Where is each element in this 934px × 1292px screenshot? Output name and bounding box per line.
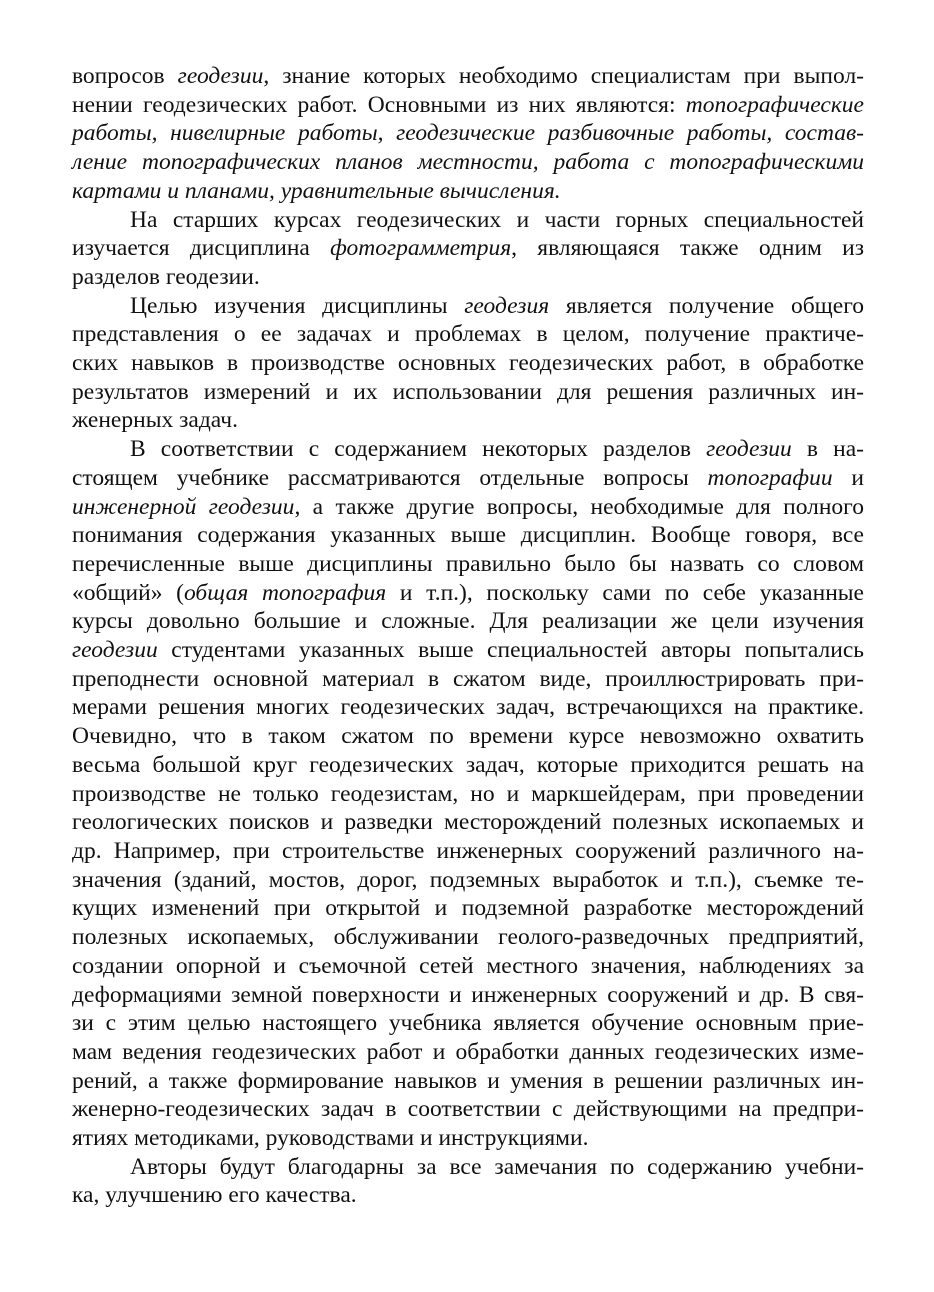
italic-term: картами и планами, уравнительные вычисления. [72,177,561,204]
text-run: представления о ее задачах и проблемах в целом, получение практиче- [72,321,864,348]
text-line [72,177,864,206]
paragraph [72,1153,864,1210]
text-line [72,579,864,608]
italic-term: общая топография [183,579,387,606]
text-line [72,1095,864,1124]
text-run: ка, улучшению его качества. [72,1182,357,1209]
text-run: , а также другие вопросы, необходимые для полного [294,493,864,520]
text-line [72,808,864,837]
text-run: нении геодезических работ. Основными из них являются: [72,91,686,118]
text-line [72,435,864,464]
text-line [72,923,864,952]
paragraph [72,62,864,206]
italic-term: фотограмметрия [330,235,512,262]
italic-term: геодезии [177,63,264,89]
text-line [72,62,864,91]
text-run: мам ведения геодезических работ и обработки данных геодезических изме- [72,1038,864,1065]
text-line [72,464,864,493]
text-run: зи с этим целью настоящего учебника является обучение основным прие- [72,1010,864,1037]
text-run: , являющаяся также одним из [511,235,865,262]
text-run: полезных ископаемых, обслуживании геолого-разведочных предприятий, [72,924,864,951]
text-line [72,894,864,923]
italic-term: работы, нивелирные работы, геодезические разбивочные работы, состав- [72,120,864,147]
text-line [72,693,864,722]
text-line [72,1067,864,1096]
text-run: является получение общего [549,292,864,319]
italic-term: геодезии [706,436,792,463]
text-line [72,378,864,407]
text-run: перечисленные выше дисциплины правильно было бы назвать со словом [72,550,864,577]
text-run: создании опорной и съемочной сетей местного значения, наблюдениях за [72,952,864,979]
text-run: изучается дисциплина [72,235,331,262]
text-run: значения (зданий, мостов, дорог, подземных выработок и т.п.), съемке те- [72,866,864,893]
text-run: разделов геодезии. [72,263,260,290]
italic-term: инженерной геодезии [72,493,295,520]
text-run: курсы довольно большие и сложные. Для реализации же цели изучения [72,608,864,635]
text-line [72,866,864,895]
text-run: др. Например, при строительстве инженерных сооружений различного на- [72,837,864,864]
text-line [72,406,864,435]
text-run: деформациями земной поверхности и инженерных сооружений и др. В свя- [72,981,864,1008]
text-run: мерами решения многих геодезических задач, встречающихся на практике. [72,694,864,721]
text-run: преподнести основной материал в сжатом виде, проиллюстрировать при- [72,665,864,692]
text-line [72,665,864,694]
text-run: студентами указанных выше специальностей авторы попытались [157,637,864,664]
text-line [72,521,864,550]
text-run: вопросов [72,63,178,89]
text-line [72,292,864,321]
text-line [72,981,864,1010]
text-line [72,349,864,378]
text-line [72,550,864,579]
text-line [72,607,864,636]
text-line [72,91,864,120]
italic-term: топографические [685,91,864,118]
italic-term: ление топографических планов местности, работа с топографическими [72,149,864,176]
text-line [72,1124,864,1153]
text-line [72,148,864,177]
text-run: На старших курсах геодезических и части горных специальностей [130,206,864,233]
text-run: женерных задач. [72,407,238,434]
text-run: ятиях методиками, руководствами и инструкциями. [72,1125,589,1152]
text-run: производстве не только геодезистам, но и маркшейдерам, при проведении [72,780,864,807]
italic-term: топографии [707,464,833,491]
text-line [72,780,864,809]
text-line [72,837,864,866]
text-run: рений, а также формирование навыков и умения в решении различных ин- [72,1067,864,1094]
text-line [72,320,864,349]
text-line [72,952,864,981]
text-run: кущих изменений при открытой и подземной разработке месторождений [72,895,864,922]
text-line [72,234,864,263]
paragraph [72,206,864,292]
text-run: и [832,464,864,491]
text-line [72,1181,864,1210]
text-line [72,1038,864,1067]
text-run: и т.п.), поскольку сами по себе указанные [386,579,864,606]
text-run: стоящем учебнике рассматриваются отдельные вопросы [72,464,708,491]
text-line [72,1153,864,1182]
paragraph [72,292,864,436]
text-line [72,206,864,235]
paragraph [72,435,864,1153]
text-run: Целью изучения дисциплины [130,292,465,319]
text-run: , знание которых необходимо специалистам при выпол- [263,63,864,89]
text-run: ских навыков в производстве основных геодезических работ, в обработке [72,350,864,377]
text-run: «общий» ( [72,579,184,606]
text-run: весьма большой круг геодезических задач, которые приходится решать на [72,751,864,778]
text-run: результатов измерений и их использовании для решения различных ин- [72,378,864,405]
document-page [72,62,864,1210]
text-run: геологических поисков и разведки месторождений полезных ископаемых и [72,809,864,836]
text-line [72,751,864,780]
text-run: в на- [791,436,864,463]
text-run: Авторы будут благодарны за все замечания по содержанию учебни- [130,1153,864,1180]
text-line [72,636,864,665]
text-line [72,722,864,751]
body-text [72,62,864,1210]
text-line [72,493,864,522]
text-run: Очевидно, что в таком сжатом по времени курсе невозможно охватить [72,723,864,750]
italic-term: геодезия [464,292,550,319]
text-line [72,263,864,292]
text-run: женерно-геодезических задач в соответствии с действующими на предпри- [72,1096,864,1123]
italic-term: геодезии [72,637,158,664]
text-run: В соответствии с содержанием некоторых разделов [130,436,707,463]
text-line [72,1009,864,1038]
text-run: понимания содержания указанных выше дисциплин. Вообще говоря, все [72,522,864,549]
text-line [72,119,864,148]
